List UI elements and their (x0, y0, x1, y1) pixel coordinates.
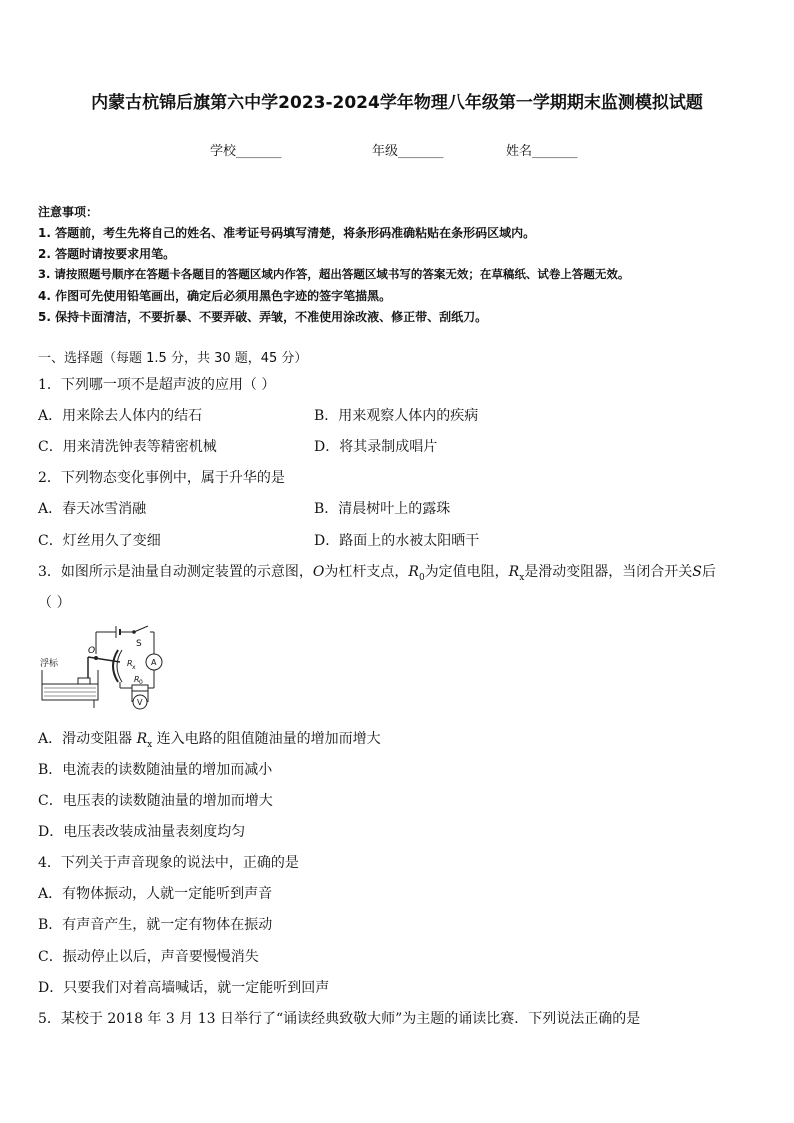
option-b[interactable]: B．电流表的读数随油量的增加而减小 (38, 762, 273, 778)
question-stem (38, 561, 716, 583)
stem-text: 是滑动变阻器，当闭合开关 (524, 564, 693, 580)
section-heading: 一、选择题（每题 1.5 分，共 30 题，45 分） (38, 351, 308, 366)
notice-item: 4. 作图可先使用铅笔画出，确定后必须用黑色字迹的签字笔描黑。 (38, 289, 392, 303)
school-field[interactable]: 学校_______ (210, 144, 282, 159)
question-stem: 4．下列关于声音现象的说法中，正确的是 (38, 855, 299, 871)
option-c[interactable]: C．用来清洗钟表等精密机械 (38, 439, 217, 455)
option-text: A．滑动变阻器 (38, 731, 137, 747)
oil-gauge-circuit-diagram (36, 622, 172, 712)
option-b[interactable]: B．用来观察人体内的疾病 (314, 408, 479, 424)
stem-text: 为杠杆支点， (324, 564, 409, 580)
option-c[interactable]: C．振动停止以后，声音要慢慢消失 (38, 949, 259, 965)
option-d[interactable]: D．将其录制成唱片 (314, 439, 438, 455)
option-c[interactable]: C．灯丝用久了变细 (38, 533, 161, 549)
rx-symbol: R (508, 564, 520, 580)
notice-item: 5. 保持卡面清洁，不要折暴、不要弄破、弄皱，不准使用涂改液、修正带、刮纸刀。 (38, 310, 488, 324)
rx-subscript: x (519, 572, 525, 583)
stem-text: 后 (701, 564, 716, 580)
rx-sub-label: x (132, 664, 136, 671)
pivot-symbol: O (312, 564, 325, 580)
r0-sub-label: 0 (139, 679, 143, 686)
pivot-label: O (88, 646, 96, 656)
stem-text: 3．如图所示是油量自动测定装置的示意图， (38, 564, 313, 580)
r0-label: R (134, 675, 140, 684)
voltmeter-label: V (137, 698, 143, 707)
rx-subscript: x (147, 739, 153, 750)
grade-field[interactable]: 年级_______ (372, 144, 444, 159)
option-d[interactable]: D．只要我们对着高墙喊话，就一定能听到回声 (38, 980, 330, 996)
option-d[interactable]: D．电压表改装成油量表刻度均匀 (38, 824, 246, 840)
option-a[interactable]: A．有物体振动，人就一定能听到声音 (38, 886, 273, 902)
answer-paren: （ ） (38, 595, 71, 611)
question-stem: 1．下列哪一项不是超声波的应用（ ） (38, 377, 276, 393)
name-field[interactable]: 姓名_______ (506, 144, 578, 159)
stem-text: 为定值电阻， (424, 564, 509, 580)
option-a[interactable]: A．用来除去人体内的结石 (38, 408, 203, 424)
notice-item: 1. 答题前，考生先将自己的姓名、准考证号码填写清楚，将条形码准确粘贴在条形码区域内。 (38, 226, 536, 240)
switch-label: S (136, 639, 142, 649)
student-info-row (0, 140, 794, 160)
notice-item: 3. 请按照题号顺序在答题卡各题目的答题区域内作答，超出答题区域书写的答案无效；在草稿纸、试卷上答题无效。 (38, 267, 630, 281)
float-label: 浮标 (40, 659, 59, 669)
notice-heading: 注意事项： (38, 205, 99, 219)
option-d[interactable]: D．路面上的水被太阳晒干 (314, 533, 480, 549)
option-c[interactable]: C．电压表的读数随油量的增加而增大 (38, 793, 273, 809)
option-a[interactable] (38, 728, 381, 750)
option-a[interactable]: A．春天冰雪消融 (38, 501, 147, 517)
option-b[interactable]: B．清晨树叶上的露珠 (314, 501, 451, 517)
question-stem: 5．某校于 2018 年 3 月 13 日举行了“诵读经典致敬大师”为主题的诵读比赛．下列说法正确的是 (38, 1011, 641, 1027)
question-stem: 2．下列物态变化事例中，属于升华的是 (38, 470, 285, 486)
rx-symbol: R (136, 731, 148, 747)
rx-label: R (127, 659, 133, 668)
ammeter-label: A (151, 658, 157, 667)
switch-symbol: S (692, 564, 702, 580)
r0-symbol: R (408, 564, 419, 580)
r0-subscript: 0 (418, 572, 425, 583)
option-b[interactable]: B．有声音产生，就一定有物体在振动 (38, 917, 273, 933)
page-title: 内蒙古杭锦后旗第六中学2023-2024学年物理八年级第一学期期末监测模拟试题 (91, 93, 703, 113)
option-text: 连入电路的阻值随油量的增加而增大 (152, 731, 381, 747)
notice-item: 2. 答题时请按要求用笔。 (38, 247, 176, 261)
